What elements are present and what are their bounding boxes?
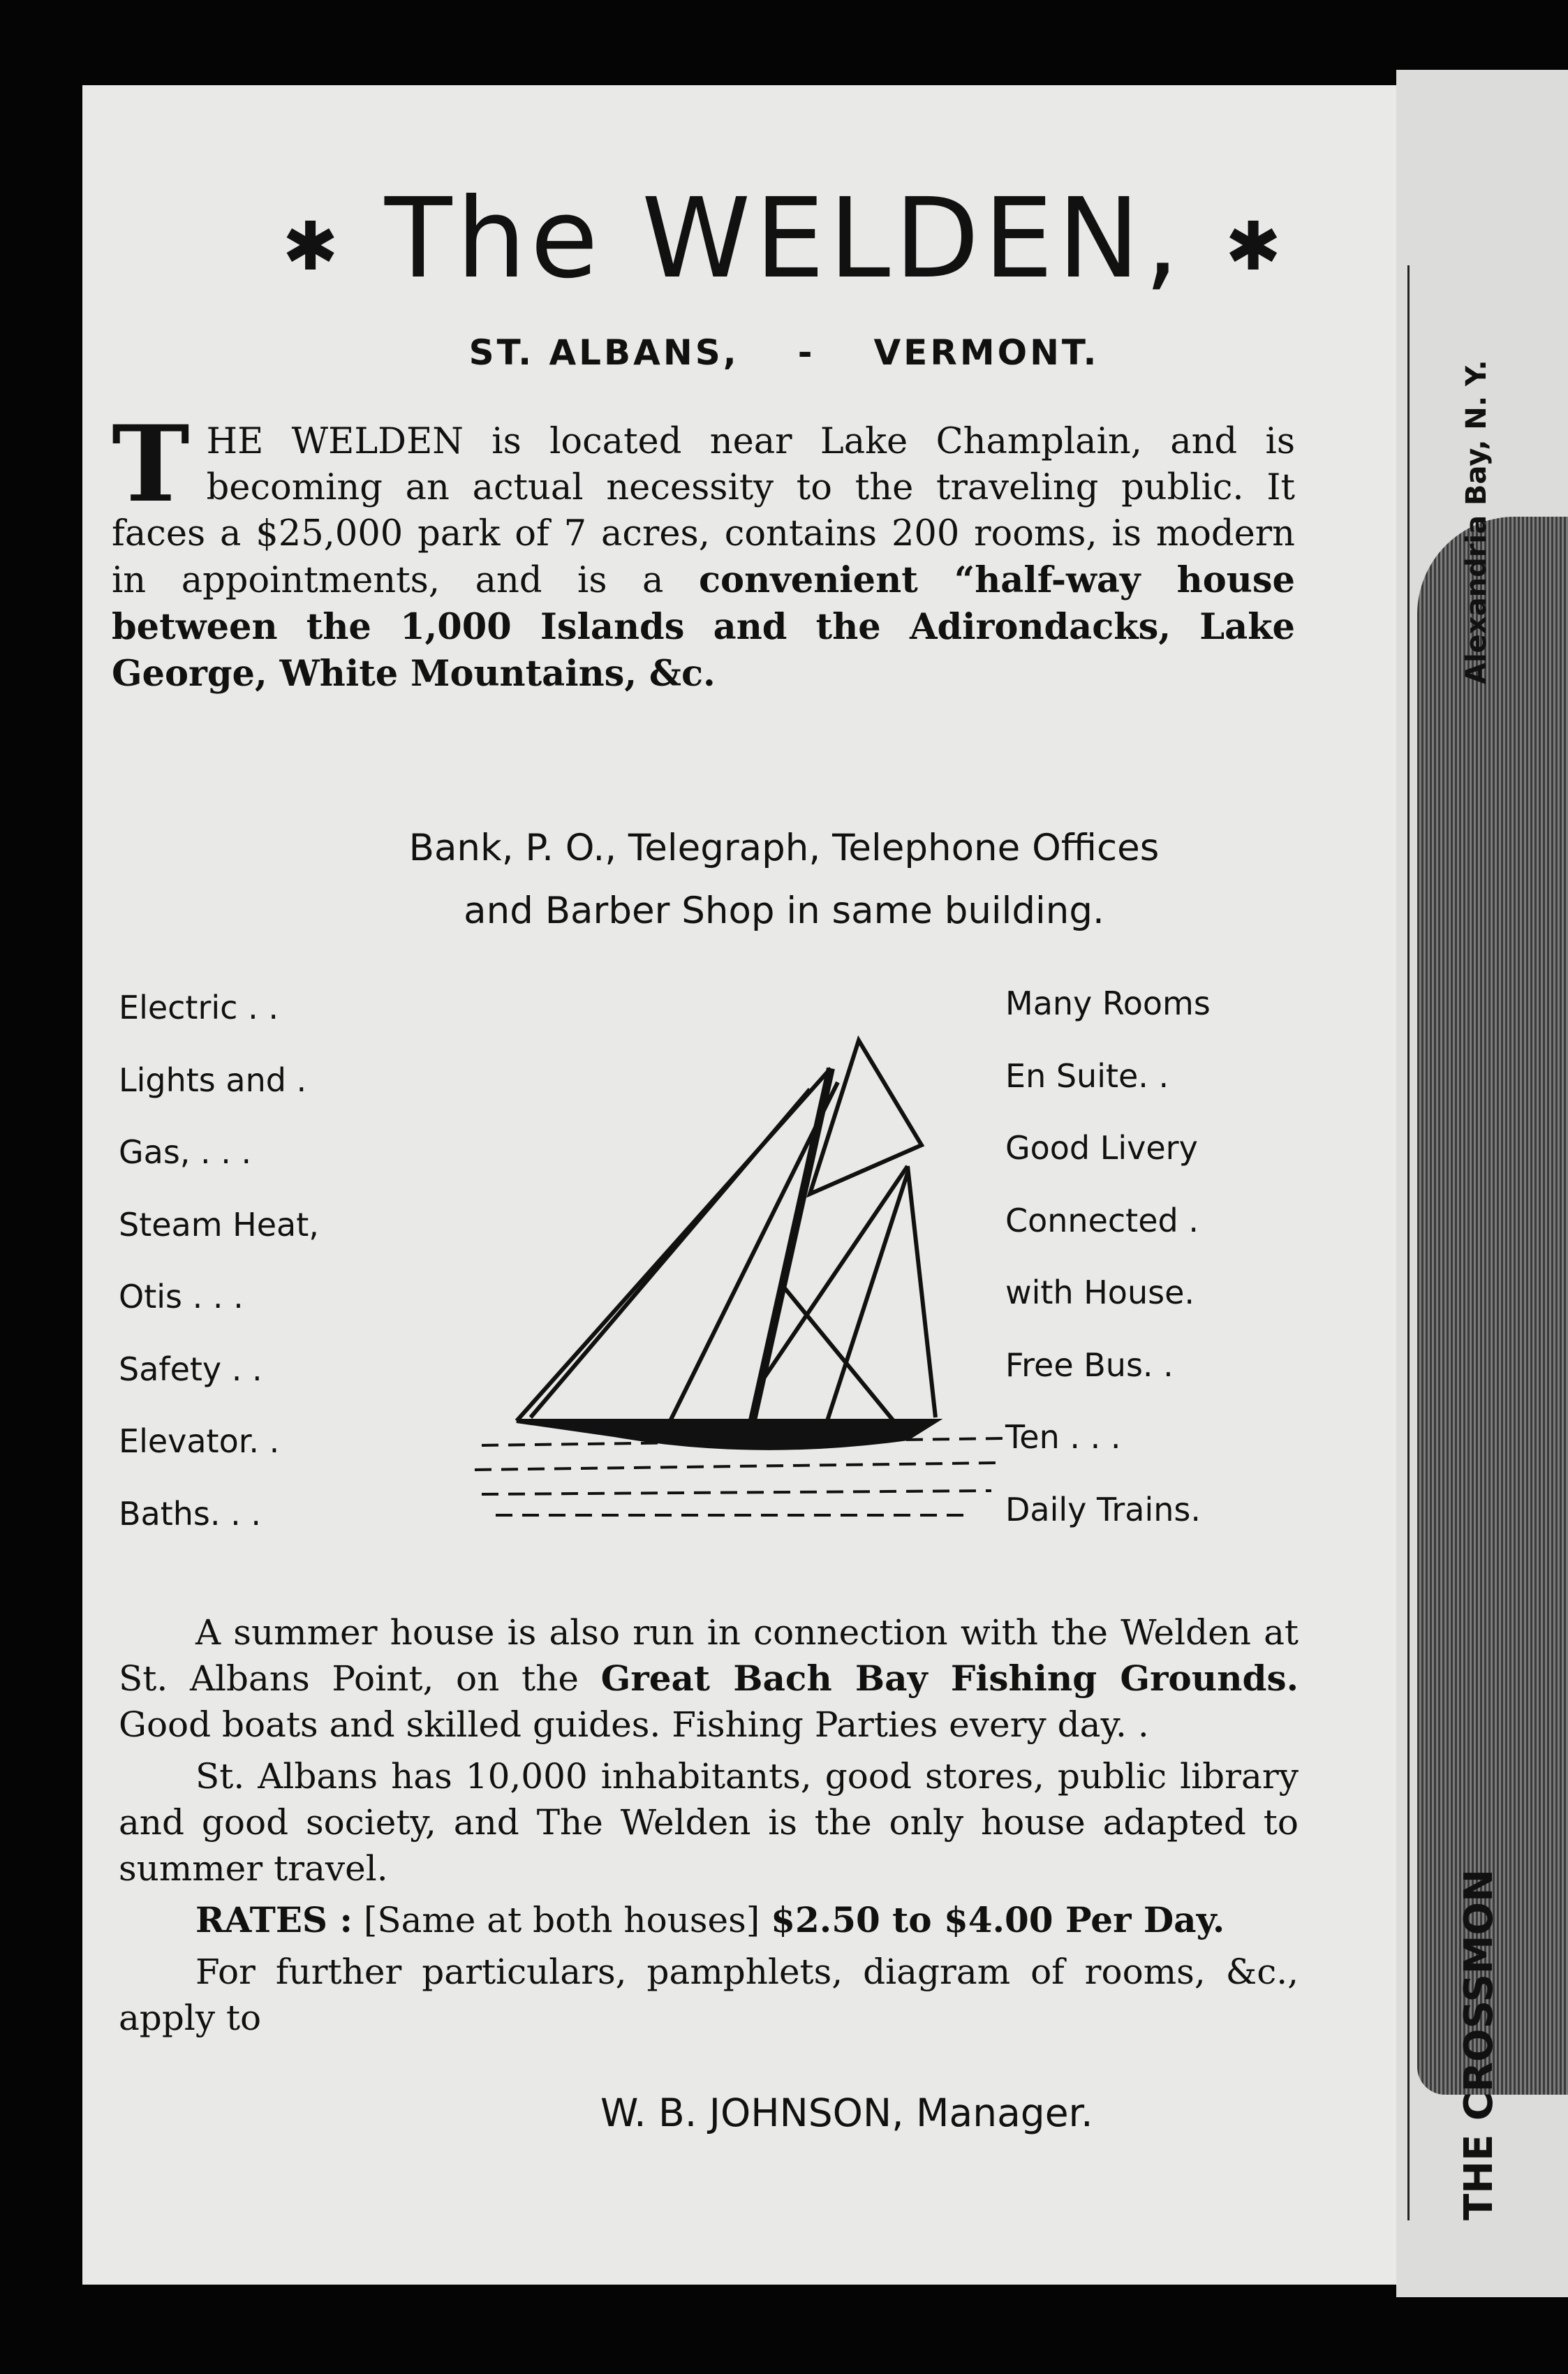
feature-item: Baths. . .: [119, 1494, 262, 1533]
features-right-column: [1005, 985, 1211, 1563]
rates-line: RATES : [Same at both houses] $2.50 to $4.00 Per Day.: [195, 1899, 1225, 1940]
feature-item: En Suite. .: [1005, 1056, 1169, 1095]
feature-item: Safety . .: [119, 1350, 262, 1388]
city: ST. ALBANS,: [468, 332, 739, 373]
page-title: [0, 175, 1568, 303]
star-ornament-icon: ✱: [1225, 207, 1286, 286]
feature-item: with House.: [1005, 1274, 1195, 1311]
sailboat-illustration: [391, 957, 1019, 1529]
feature-item: Ten . . .: [1005, 1418, 1121, 1456]
state: VERMONT.: [873, 332, 1100, 373]
feature-item: Connected .: [1005, 1201, 1199, 1239]
services-line-1: Bank, P. O., Telegraph, Telephone Offices: [408, 827, 1160, 869]
paragraph-st-albans: St. Albans has 10,000 inhabitants, good stores, public library and good society, and The Welden is the only house adapted to summer travel.: [119, 1756, 1299, 1889]
separator: -: [797, 332, 815, 373]
hotel-name: The WELDEN,: [384, 175, 1184, 303]
feature-item: Elevator. .: [119, 1422, 280, 1460]
drop-cap: T: [112, 403, 190, 526]
intro-highlight: convenient “half-way house between the 1,000 Islands and the Adirondacks, Lake George, White Mountains, &c.: [112, 559, 1295, 695]
manager-signature-line: W. B. JOHNSON, Manager.: [600, 2091, 1093, 2135]
feature-item: Otis . . .: [119, 1278, 244, 1315]
intro-text: HE WELDEN is located near Lake Champlain, and is becoming an actual necessity to the traveling public. It faces a $25,000 park of 7 acres, contains 200 rooms, is modern in appointments, and is a: [112, 421, 1295, 601]
feature-item: Gas, . . .: [119, 1133, 252, 1171]
location-line: [0, 332, 1568, 373]
divider-line: [1407, 265, 1410, 1145]
features-left-column: [119, 989, 319, 1567]
strip-hotel-name: THE CROSSMON: [1456, 1869, 1502, 2220]
strip-location-text: Alexandria Bay, N. Y.: [1460, 360, 1493, 684]
adjacent-page-strip: [1396, 70, 1568, 2297]
intro-paragraph: [112, 403, 1295, 698]
feature-item: Steam Heat,: [119, 1205, 319, 1244]
hotel-engraving: [1417, 517, 1568, 2095]
star-ornament-icon: ✱: [282, 207, 343, 286]
feature-item: Good Livery: [1005, 1129, 1198, 1167]
services-line-2: and Barber Shop in same building.: [464, 890, 1104, 932]
paragraph-summer-house: A summer house is also run in connection with the Welden at St. Albans Point, on the Great Bach Bay Fishing Grounds. Good boats and skilled guides. Fishing Parties every day. .: [119, 1612, 1299, 1745]
main-body-text: [119, 1609, 1299, 2047]
divider-line: [1407, 1089, 1410, 2220]
feature-item: Free Bus. .: [1005, 1345, 1174, 1384]
feature-item: Daily Trains.: [1005, 1490, 1201, 1528]
feature-item: Lights and .: [119, 1061, 307, 1099]
paragraph-contact: For further particulars, pamphlets, diagram of rooms, &c., apply to: [119, 1952, 1299, 2038]
feature-item: Many Rooms: [1005, 985, 1211, 1022]
feature-item: Electric . .: [119, 989, 279, 1026]
